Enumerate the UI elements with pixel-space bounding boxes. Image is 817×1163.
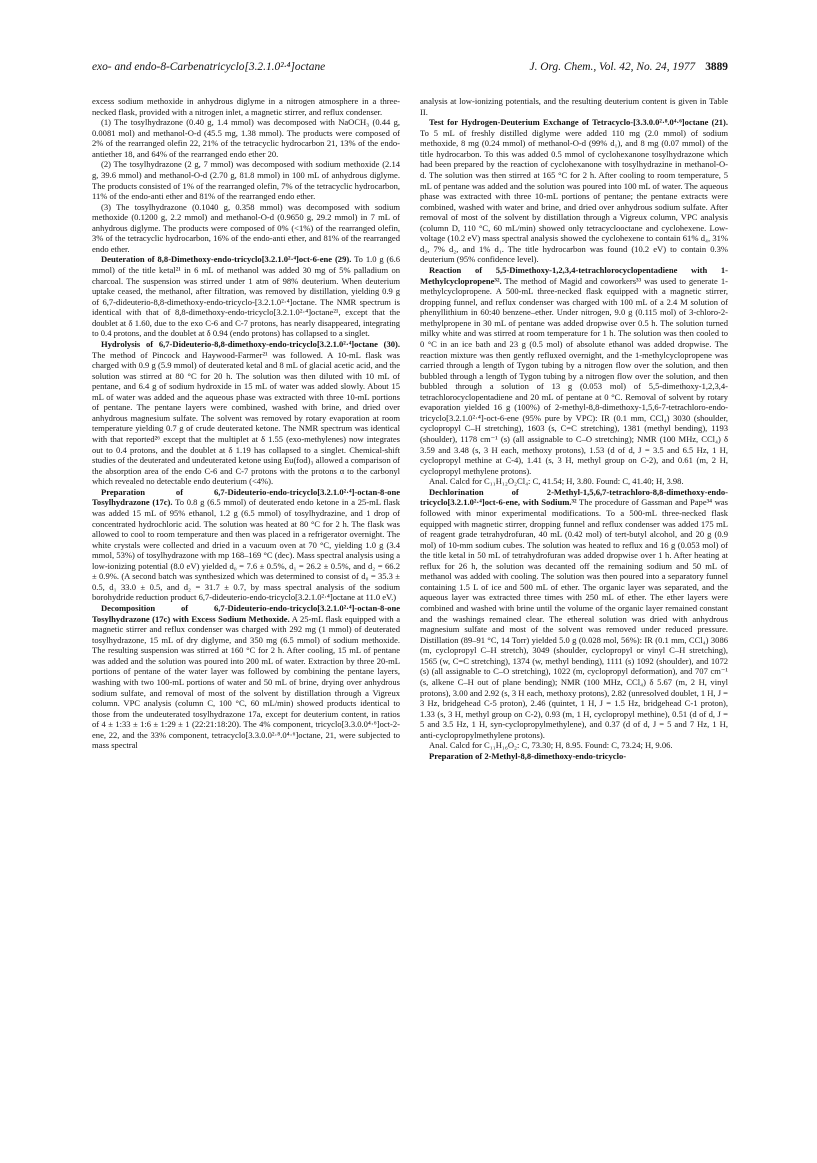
section-text: A 25-mL flask equipped with a magnetic stirrer and reflux condenser was charged with 292 mg (1 mmol) of deuterated tosylhydrazone, 15 mL of dry diglyme, and 350 mg (6.5 mmol) of sodium methoxide. The resulting suspension was stirred at 160 °C for 2 h. After cooling, 15 mL of pentane was added and the solution was poured into 200 mL of water. Extraction by three 20-mL portions of pentane of the water layer was followed by combining the pentane layers, washing with two 100-mL portions of water and 50 mL of brine, drying over anhydrous sodium sulfate, and removal of most of the solvent by distillation through a Vigreux column. VPC analysis (column C, 100 °C, 60 mL/min) showed products identical to those from the undeuterated tosylhydrazone 17a, except for deuterium content, in ratios of 4 ± 1:33 ± 1:6 ± 1:29 ± 1 (22:21:18:20). The 4% component, tricyclo[3.3.0.0⁴·⁶]oct-2-ene, 22, and the 33% component, tetracyclo[3.3.0.0²·⁸.0⁴·⁶]octane, 21, were subjected to mass spectral: [92, 613, 400, 751]
paragraph: [420, 476, 728, 487]
analysis-text: Anal. Calcd for C₁₁H₁₆O₂: C, 73.30; H, 8.95. Found: C, 73.24; H, 9.06.: [429, 740, 673, 751]
page-number: 3889: [705, 61, 728, 73]
paragraph: [420, 740, 728, 751]
analysis-text: Anal. Calcd for C₁₁H₁₂O₂Cl₄: C, 41.54; H, 3.80. Found: C, 41.40; H, 3.98.: [429, 476, 684, 487]
section-text: The procedure of Gassman and Pape³⁴ was followed with minor experimental modifications. To a 500-mL three-necked flask equipped with magnetic stirrer, dropping funnel and reflux condenser was added 175 mL of reagent grade tetrahydrofuran, 40 mL (0.42 mol) of tert-butyl alcohol, and 20 g (0.9 mol) of 10-mm sodium cubes. The solution was heated to reflux and 16 g (0.053 mol) of the title ketal in 50 mL of tetrahydrofuran was added dropwise over 1 h. After heating at reflux for 26 h, the solution was decanted off the remaining sodium and 50 mL of methanol was added with cooling. The solution was then poured into a separatory funnel containing 1.5 L of ice and 500 mL of ether. The organic layer was separated, and the aqueous layer was extracted three times with 250 mL of ether. The ether layers were combined and washed with brine until the volume of the organic layer remained constant and the washings remained clear. The ethereal solution was dried with anhydrous magnesium sulfate and most of the solvent was removed under reduced pressure. Distillation (89–91 °C, 14 Torr) yielded 5.0 g (0.028 mol, 56%): IR (0.1 mm, CCl₄) 3086 (m, cyclopropyl C–H stretch), 3049 (shoulder, cyclopropyl or vinyl C–H stretching), 1565 (w, C=C stretching), 1374 (w, methyl bending), 1111 (s) 1092 (shoulder), and 1072 (s) (all assignable to C–O stretching), 1022 (m, cyclopropyl deformation), and 707 cm⁻¹ (s, alkene C–H out of plane bending); NMR (100 MHz, CCl₄) δ 5.67 (m, 2 H, vinyl protons), 3.00 and 2.92 (s, 3 H each, methoxy protons), 2.82 (unresolved doublet, 1 H, J = 3 Hz, bridgehead C-5 proton), 2.46 (quintet, 1 H, J = 1.5 Hz, bridgehead C-1 proton), 1.33 (s, 3 H, methyl group on C-2), 0.93 (m, 1 H, cyclopropyl methine), 0.51 (d of d, J = 5 and 3.5 Hz, 1 H, syn-cyclopropylmethylene), and 0.37 (d of d, J = 5 and 7 Hz, 1 H, anti-cyclopropylmethylene protons).: [420, 497, 729, 740]
section: [92, 254, 400, 339]
section: [92, 603, 400, 751]
section-heading: Hydrolysis of 6,7-Dideuterio-8,8-dimethoxy-endo-tricyclo[3.2.1.0²·⁴]octane (30).: [101, 338, 400, 349]
section: [420, 117, 728, 265]
paragraph: [92, 202, 400, 255]
section: [420, 751, 728, 762]
paragraph: [92, 159, 400, 201]
section-text: The method of Magid and coworkers³³ was used to generate 1-methylcyclopropene. A 500-mL three-necked flask equipped with a magnetic stirrer, dropping funnel, and reflux condenser was charged with 100 mL of a 2.4 M solution of phenyllithium in 60:40 benzene–ether. Under nitrogen, 9.0 g (0.115 mol) of 3-chloro-2-methylpropene in 30 mL of pentane was added dropwise over 0.5 h. The solution turned milky white and was stirred at room temperature for 1 h. The solution was then cooled to 0 °C in an ice bath and 23 g (0.5 mol) of absolute ethanol was added dropwise. The reaction mixture was then gently refluxed overnight, and the 1-methylcyclopropene was carried through a length of Tygon tubing by a nitrogen flow over the solution, and then bubbled through a length of Tygon tubing by a nitrogen flow over the solution, and then bubbled through a solution of 13 g (0.053 mol) of 5,5-dimethoxy-1,2,3,4-tetrachlorocyclopentadiene and 20 mL of pentane at 0 °C. Removal of solvent by rotary evaporation yielded 16 g (100%) of 2-methyl-8,8-dimethoxy-1,5,6-7-tetrachloro-endo-tricyclo[3.2.1.0²·⁴]-oct-6-ene (95% pure by VPC): IR (0.1 mm, CCl₄) 3030 (shoulder, cyclopropyl C–H stretching), 1603 (s, C=C stretching), 1381 (methyl bending), 1193 (shoulder), 1178 cm⁻¹ (s) (all assignable to C–O stretching); NMR (100 MHz, CCl₄) δ 3.59 and 3.48 (s, 3 H each, methoxy protons), 1.53 (d of d, J = 3.5 and 6.5 Hz, 1 H, cyclopropyl methine at C-4), 1.41 (s, 3 H, methyl group on C-2), and 0.61 (m, 2 H, cyclopropyl methylene protons).: [420, 275, 728, 476]
section-heading: Preparation of 6,7-Dideuterio-endo-tricyclo[3.2.1.0²·⁴]-octan-8-one Tosylhydrazone (17c).: [92, 486, 400, 508]
running-title: exo- and endo-8-Carbenatricyclo[3.2.1.0²·⁴]octane: [92, 61, 326, 73]
section-heading: Dechlorination of 2-Methyl-1,5,6,7-tetrachloro-8,8-dimethoxy-endo-tricyclo[3.2.1.0²·⁴]oct-6-ene, with Sodium.³²: [420, 486, 728, 508]
journal-name: J. Org. Chem., Vol. 42, No. 24, 1977: [529, 61, 696, 73]
paragraph-text: (1) The tosylhydrazone (0.40 g, 1.4 mmol) was decomposed with NaOCH₃ (0.44 g, 0.0081 mol) and methanol-O-d (45.5 mg, 1.38 mmol). The products were composed of 2% of the rearranged olefin 22, 21% of the tetracyclic hydrocarbon 21, 13% of the endo-antiether 18, and 64% of the rearranged endo ether 20.: [92, 117, 400, 159]
section: [92, 487, 400, 603]
running-header: [92, 61, 728, 79]
paragraph-text: excess sodium methoxide in anhydrous diglyme in a nitrogen atmosphere in a three-necked flask, provided with a nitrogen inlet, a magnetic stirrer, and reflux condenser.: [92, 96, 400, 117]
section-heading: Deuteration of 8,8-Dimethoxy-endo-tricyclo[3.2.1.0²·⁴]oct-6-ene (29).: [101, 254, 352, 265]
paragraph: [420, 96, 728, 117]
section-text: To 0.8 g (6.5 mmol) of deuterated endo ketone in a 25-mL flask was added 15 mL of 95% ethanol, 1.2 g (6.5 mmol) of tosylhydrazine, and 1 drop of concentrated hydrochloric acid. The solution was heated at 80 °C for 2 h. The flask was allowed to cool to room temperature and then was placed in a refrigerator overnight. The white crystals were collected and dried in a vacuum oven at 70 °C, yielding 1.0 g (3.4 mmol, 53%) of tosylhydrazone with mp 168–169 °C (dec). Mass spectral analysis using a low-ionizing potential (8.0 eV) yielded d₀ = 7.6 ± 0.5%, d₁ = 26.2 ± 0.5%, and d₂ = 66.2 ± 0.9%. (A second batch was synthesized which was determined to consist of d₀ = 35.3 ± 0.5, d₁ 33.0 ± 0.5, and d₂ = 31.7 ± 0.7, by mass spectral analysis of the sodium borohydride reduction product 6,7-dideuterio-endo-tricyclo[3.2.1.0²·⁴]octane at 11.0 eV.): [92, 497, 401, 603]
paragraph-text: (3) The tosylhydrazone (0.1040 g, 0.358 mmol) was decomposed with sodium methoxide (0.1200 g, 2.2 mmol) and methanol-O-d (0.9650 g, 29.2 mmol) in 7 mL of anhydrous diglyme. The products were composed of 0% (<1%) of the rearranged olefin, 3% of the tetracyclic hydrocarbon, 16% of the endo-anti ether, and 81% of the rearranged endo ether.: [92, 201, 400, 254]
section-heading: Reaction of 5,5-Dimethoxy-1,2,3,4-tetrachlorocyclopentadiene with 1-Methylcyclopropene³².: [420, 265, 728, 286]
left-column: [92, 96, 400, 751]
section: [92, 339, 400, 487]
section-text: To 5 mL of freshly distilled diglyme were added 110 mg (2.0 mmol) of sodium methoxide, 8 mg (0.24 mmol) of methanol-O-d (99% d₁), and 8 mg (0.07 mmol) of the title hydrocarbon. To this was added 0.5 mmol of cyclohexanone tosylhydrazone which had been prepared by the reaction of cyclohexanone with tosylhydrazine in methanol-O-d. The solution was then stirred at 165 °C for 2 h. After cooling to room temperature, 5 mL of pentane was added and the solution was poured into 100 mL of water. The aqueous phase was extracted with three 10-mL portions of pentane; the pentane extracts were combined, washed with water and brine, and dried over anhydrous sodium sulfate. After removal of most of the solvent by distillation through a Vigreux column, VPC analysis (column D, 110 °C, 60 mL/min) showed only tetracyclooctane and cyclohexene. Low-voltage (10.2 eV) mass spectral analysis showed the cyclohexene to contain 61% d₄, 31% d₃, 7% d₂, and 1% d₁. The title hydrocarbon was found (10.2 eV) to contain 0.3% deuterium (95% confidence level).: [420, 127, 728, 265]
journal-citation: [530, 61, 728, 73]
section-text: The method of Pincock and Haywood-Farmer²¹ was followed. A 10-mL flask was charged with 0.9 g (5.9 mmol) of deuterated ketal and 8 mL of glacial acetic acid, and the solution was stirred at 80 °C for 20 h. The solution was then diluted with 10 mL of pentane, and 6.4 g of sodium hydroxide in 15 mL of water was added slowly. About 15 mL of water was added and the aqueous phase was extracted with three 10-mL portions of pentane. The pentane layers were combined, washed with brine, and dried over anhydrous magnesium sulfate. The solvent was removed by rotary evaporation at room temperature yielding 0.7 g of crude deuterated ketone. The NMR spectrum was identical with that reported²⁶ except that the multiplet at δ 1.55 (exo-methylenes) now integrates out to 0.4 protons, and the doublet at δ 1.19 has collapsed to a singlet. Chemical-shift studies of the deuterated and undeuterated ketone using Eu(fod)₃ allowed a comparison of the absorption area of the endo C-6 and C-7 protons with the protons α to the carbonyl which revealed no detectable endo deuterium (<4%).: [92, 349, 400, 487]
section-text: To 1.0 g (6.6 mmol) of the title ketal²¹ in 6 mL of methanol was added 30 mg of 5% palladium on charcoal. The suspension was stirred under 1 atm of 98% deuterium. When deuterium uptake ceased, the methanol, after filtration, was removed by distillation, yielding 0.9 g of 6,7-dideuterio-8,8-dimethoxy-endo-tricyclo-[3.2.1.0²·⁴]octane. The NMR spectrum is identical with that of 8,8-dimethoxy-endo-tricyclo[3.2.1.0²·⁴]octane²¹, except that the doublet at δ 1.60, due to the exo C-6 and C-7 protons, has nearly disappeared, integrating to 0.4 protons, and the doublet at δ 0.94 (endo protons) has collapsed to a singlet.: [92, 254, 401, 339]
paragraph: [92, 96, 400, 117]
section-heading: Decomposition of 6,7-Dideuterio-endo-tricyclo[3.2.1.0²·⁴]-octan-8-one Tosylhydrazone (17c) with Excess Sodium Methoxide.: [92, 603, 400, 624]
section: [420, 487, 728, 741]
paragraph-text: analysis at low-ionizing potentials, and the resulting deuterium content is given in Table II.: [420, 96, 728, 117]
section-heading: Test for Hydrogen-Deuterium Exchange of Tetracyclo-[3.3.0.0²·⁸.0⁴·⁶]octane (21).: [429, 117, 728, 128]
paragraph: [92, 117, 400, 159]
section: [420, 265, 728, 476]
section-heading: Preparation of 2-Methyl-8,8-dimethoxy-endo-tricyclo-: [429, 750, 627, 761]
right-column: [420, 96, 728, 761]
paragraph-text: (2) The tosylhydrazone (2 g, 7 mmol) was decomposed with sodium methoxide (2.14 g, 39.6 mmol) and methanol-O-d (2.70 g, 81.8 mmol) in 100 mL of anhydrous diglyme. The products consisted of 1% of the rearranged olefin, 7% of the tetracyclic hydrocarbon, 11% of the endo-anti ether and 81% of the rearranged endo ether.: [92, 159, 400, 202]
